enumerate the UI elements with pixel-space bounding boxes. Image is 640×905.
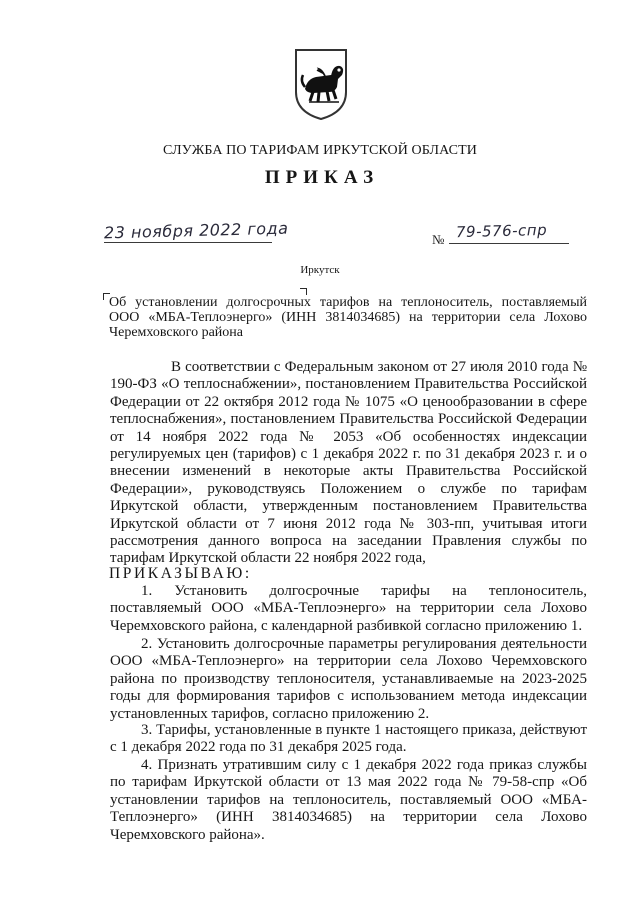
number-underline bbox=[449, 243, 569, 244]
order-item-1: 1. Установить долгосрочные тарифы на теплоноситель, поставляемый ООО «МБА-Теплоэнерго» на территории села Лохово Черемховского района, с календарной разбивкой согласно приложению 1. bbox=[110, 583, 587, 634]
coat-of-arms-icon bbox=[291, 46, 351, 122]
city-name: Иркутск bbox=[300, 264, 340, 276]
preamble-paragraph bbox=[110, 359, 587, 568]
decision-word: ПРИКАЗЫВАЮ: bbox=[109, 565, 252, 582]
date-underline bbox=[104, 242, 272, 243]
order-item-4: 4. Признать утратившим силу с 1 декабря 2022 года приказ службы по тарифам Иркутской области от 13 мая 2022 года № 79-58-спр «Об установлении тарифов на теплоноситель, поставляемый ООО «МБА-Теплоэнерго» (ИНН 3814034685) на территории села Лохово Черемховского района». bbox=[110, 757, 587, 843]
order-item-3: 3. Тарифы, установленные в пункте 1 настоящего приказа, действуют с 1 декабря 2022 года по 31 декабря 2025 года. bbox=[110, 722, 587, 756]
handwritten-date: 23 ноября 2022 года bbox=[103, 218, 289, 243]
order-item-2: 2. Установить долгосрочные параметры регулирования деятельности ООО «МБА-Теплоэнерго» на территории села Лохово Черемховского района по производству теплоносителя, устанавливаемые на 2023-2025 годы для формирования тарифов с использованием метода индексации установленных тарифов, согласно приложению 2. bbox=[110, 636, 587, 722]
handwritten-document-number: 79-576-спр bbox=[455, 220, 548, 242]
babr-figure bbox=[302, 66, 343, 102]
document-type-title: ПРИКАЗ bbox=[264, 167, 380, 188]
agency-name: СЛУЖБА ПО ТАРИФАМ ИРКУТСКОЙ ОБЛАСТИ bbox=[163, 143, 477, 158]
subject-corner-mark-right bbox=[300, 288, 307, 295]
order-subject: Об установлении долгосрочных тарифов на теплоноситель, поставляемый ООО «МБА-Теплоэнерго» (ИНН 3814034685) на территории села Лохово Черемховского района bbox=[109, 295, 587, 340]
number-sign: № bbox=[432, 232, 445, 247]
preamble-text: В соответствии с Федеральным законом от 27 июля 2010 года № 190-ФЗ «О теплоснабжении», постановлением Правительства Российской Федерации от 22 октября 2012 года № 1075 «О ценообразовании в сфере теплоснабжения», постановлением Правительства Российской Федерации от 14 ноября 2022 года № 2053 «Об особенностях индексации регулируемых цен (тарифов) с 1 декабря 2022 г. по 31 декабря 2023 г. и о внесении изменений в некоторые акты Правительства Российской Федерации», руководствуясь Положением о службе по тарифам Иркутской области, утвержденным постановлением Правительства Иркутской области от 7 июня 2012 года № 303-пп, учитывая итоги рассмотрения данного вопроса на заседании Правления службы по тарифам Иркутской области 22 ноября 2022 года, bbox=[110, 359, 587, 567]
